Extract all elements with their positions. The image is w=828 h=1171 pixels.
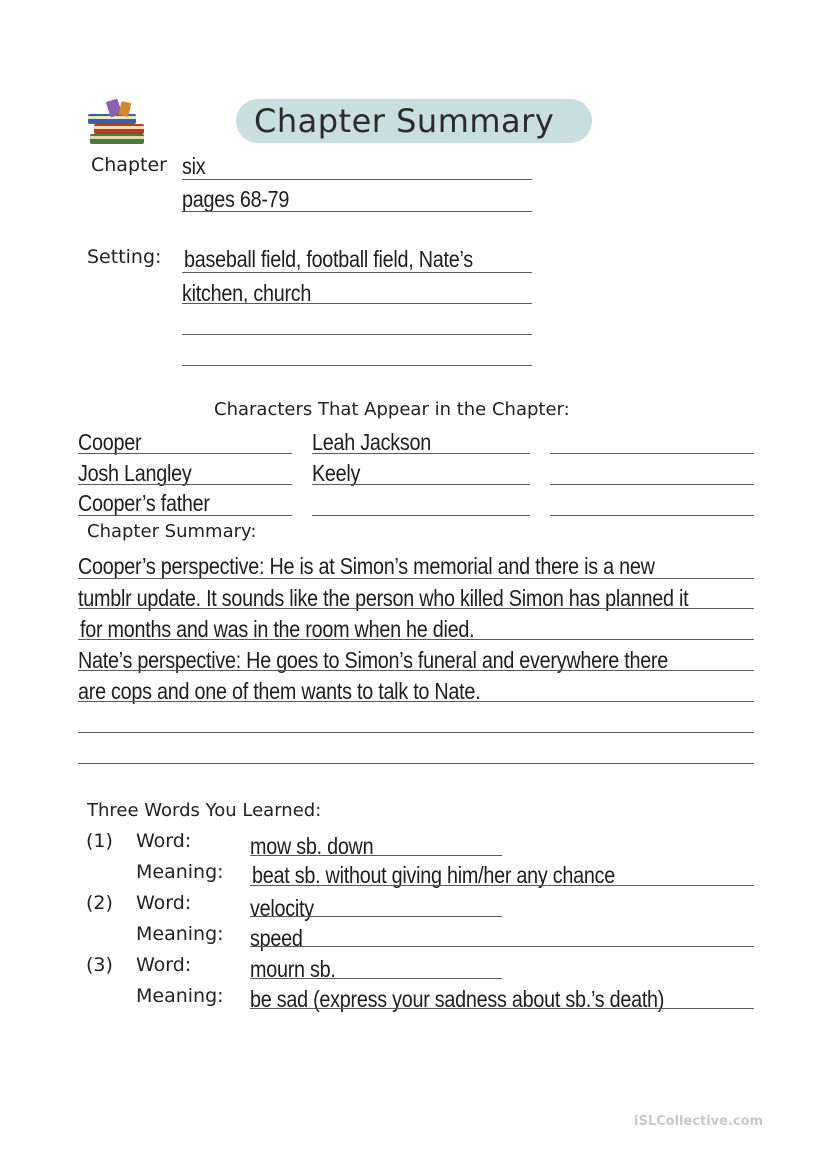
word-number: (2) bbox=[86, 892, 113, 914]
meaning-label: Meaning: bbox=[136, 923, 224, 945]
character-line bbox=[312, 515, 530, 516]
word-number: (3) bbox=[86, 954, 113, 976]
word-label: Word: bbox=[136, 954, 192, 976]
meaning-rule bbox=[250, 946, 754, 947]
chapter-value: six bbox=[182, 153, 206, 179]
page-title: Chapter Summary bbox=[254, 102, 555, 140]
character-line bbox=[78, 453, 292, 454]
meaning-value: speed bbox=[250, 925, 303, 951]
word-label: Word: bbox=[136, 830, 192, 852]
summary-rule bbox=[78, 608, 754, 609]
word-value: mow sb. down bbox=[250, 833, 374, 859]
summary-rule bbox=[78, 701, 754, 702]
setting-line-1: baseball field, football field, Nate’s bbox=[184, 246, 473, 272]
setting-rule-3 bbox=[182, 334, 532, 335]
word-value: velocity bbox=[250, 895, 314, 921]
chapter-pages: pages 68-79 bbox=[182, 186, 290, 212]
summary-rule bbox=[78, 763, 754, 764]
summary-line: tumblr update. It sounds like the person who killed Simon has planned it bbox=[78, 585, 689, 611]
setting-label: Setting: bbox=[87, 246, 162, 268]
summary-rule bbox=[78, 670, 754, 671]
pages-line bbox=[182, 211, 532, 212]
summary-line: Cooper’s perspective: He is at Simon’s memorial and there is a new bbox=[78, 553, 655, 579]
meaning-rule bbox=[250, 1008, 754, 1009]
character-line bbox=[78, 515, 292, 516]
character: Leah Jackson bbox=[312, 429, 431, 455]
summary-heading: Chapter Summary: bbox=[87, 521, 257, 542]
meaning-label: Meaning: bbox=[136, 985, 224, 1007]
character: Cooper’s father bbox=[78, 490, 210, 516]
summary-rule bbox=[78, 578, 754, 579]
words-heading: Three Words You Learned: bbox=[87, 800, 322, 821]
setting-rule-1 bbox=[182, 272, 532, 273]
meaning-value: beat sb. without giving him/her any chance bbox=[252, 862, 616, 888]
watermark: iSLCollective.com bbox=[634, 1114, 764, 1129]
summary-rule bbox=[78, 639, 754, 640]
summary-line: Nate’s perspective: He goes to Simon’s funeral and everywhere there bbox=[78, 647, 669, 673]
chapter-label: Chapter bbox=[91, 154, 167, 176]
meaning-rule bbox=[250, 885, 754, 886]
character: Cooper bbox=[78, 429, 142, 455]
meaning-label: Meaning: bbox=[136, 861, 224, 883]
character-line bbox=[550, 484, 754, 485]
word-rule bbox=[250, 855, 502, 856]
chapter-line bbox=[182, 179, 532, 180]
character-line bbox=[550, 515, 754, 516]
setting-rule-4 bbox=[182, 365, 532, 366]
summary-line: for months and was in the room when he died. bbox=[80, 616, 475, 642]
summary-line: are cops and one of them wants to talk to Nate. bbox=[78, 678, 481, 704]
character: Keely bbox=[312, 460, 361, 486]
meaning-value: be sad (express your sadness about sb.’s death) bbox=[250, 986, 665, 1012]
setting-rule-2 bbox=[182, 303, 532, 304]
word-value: mourn sb. bbox=[250, 956, 336, 982]
character: Josh Langley bbox=[78, 460, 192, 486]
books-icon bbox=[86, 98, 152, 146]
character-line bbox=[312, 484, 530, 485]
word-number: (1) bbox=[86, 830, 113, 852]
character-line bbox=[312, 453, 530, 454]
character-line bbox=[78, 484, 292, 485]
word-label: Word: bbox=[136, 892, 192, 914]
character-line bbox=[550, 453, 754, 454]
word-rule bbox=[250, 916, 502, 917]
summary-rule bbox=[78, 732, 754, 733]
setting-line-2: kitchen, church bbox=[182, 280, 312, 306]
characters-heading: Characters That Appear in the Chapter: bbox=[214, 399, 570, 420]
word-rule bbox=[250, 978, 502, 979]
